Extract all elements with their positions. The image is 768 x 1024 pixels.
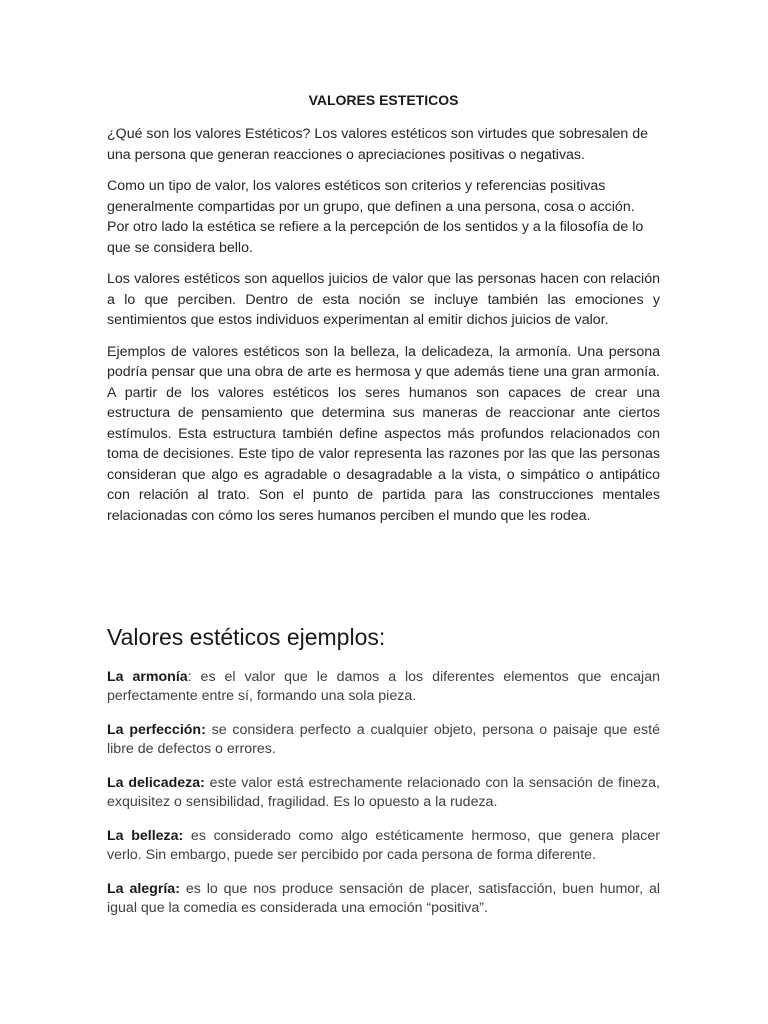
example-text: este valor está estrechamente relacionado con la sensación de fineza, exquisitez o sensibilidad, fragilidad. Es lo opuesto a la rudeza. (107, 775, 660, 810)
example-term: La delicadeza: (107, 775, 205, 791)
example-alegria (107, 880, 660, 918)
example-armonia (107, 668, 660, 706)
example-belleza (107, 827, 660, 865)
document-title: VALORES ESTETICOS (308, 92, 459, 108)
example-text: : es el valor que le damos a los diferentes elementos que encajan perfectamente entre sí, formando una sola pieza. (107, 669, 660, 704)
paragraph-judgments: Los valores estéticos son aquellos juicios de valor que las personas hacen con relación a lo que perciben. Dentro de esta noción se incluye también las emociones y sentimientos que estos individuos experimentan al emitir dichos juicios de valor. (107, 271, 660, 328)
paragraph-type-of-value: Como un tipo de valor, los valores estéticos son criterios y referencias positivas generalmente compartidas por un grupo, que definen a una persona, cosa o acción. Por otro lado la estética se refiere a la percepción de los sentidos y a la filosofía de lo que se considera bello. (107, 178, 644, 256)
intro-body (107, 124, 660, 537)
examples-list (107, 668, 660, 933)
example-term: La alegría: (107, 881, 180, 897)
example-term: La perfección: (107, 722, 206, 738)
example-text: se considera perfecto a cualquier objeto, persona o paisaje que esté libre de defectos o errores. (107, 722, 660, 757)
example-text: es considerado como algo estéticamente hermoso, que genera placer verlo. Sin embargo, puede ser percibido por cada persona de forma diferente. (107, 828, 660, 863)
example-term: La armonía (107, 669, 188, 685)
paragraph-definition: ¿Qué son los valores Estéticos? Los valores estéticos son virtudes que sobresalen de una persona que generan reacciones o apreciaciones positivas o negativas. (107, 126, 648, 163)
paragraph-examples-overview: Ejemplos de valores estéticos son la belleza, la delicadeza, la armonía. Una persona podría pensar que una obra de arte es hermosa y que además tiene una gran armonía. A partir de los valores estéticos los seres humanos son capaces de crear una estructura de pensamiento que determina sus maneras de reaccionar ante ciertos estímulos. Esta estructura también define aspectos más profundos relacionados con toma de decisiones. Este tipo de valor representa las razones por las que las personas consideran que algo es agradable o desagradable a la vista, o simpático o antipático con relación al trato. Son el punto de partida para las construcciones mentales relacionadas con cómo los seres humanos perciben el mundo que les rodea. (107, 343, 660, 524)
example-perfeccion (107, 721, 660, 759)
section-heading: Valores estéticos ejemplos: (107, 624, 386, 650)
example-text: es lo que nos produce sensación de placer, satisfacción, buen humor, al igual que la comedia es considerada una emoción “positiva”. (107, 881, 660, 916)
example-delicadeza (107, 774, 660, 812)
example-term: La belleza: (107, 828, 184, 844)
